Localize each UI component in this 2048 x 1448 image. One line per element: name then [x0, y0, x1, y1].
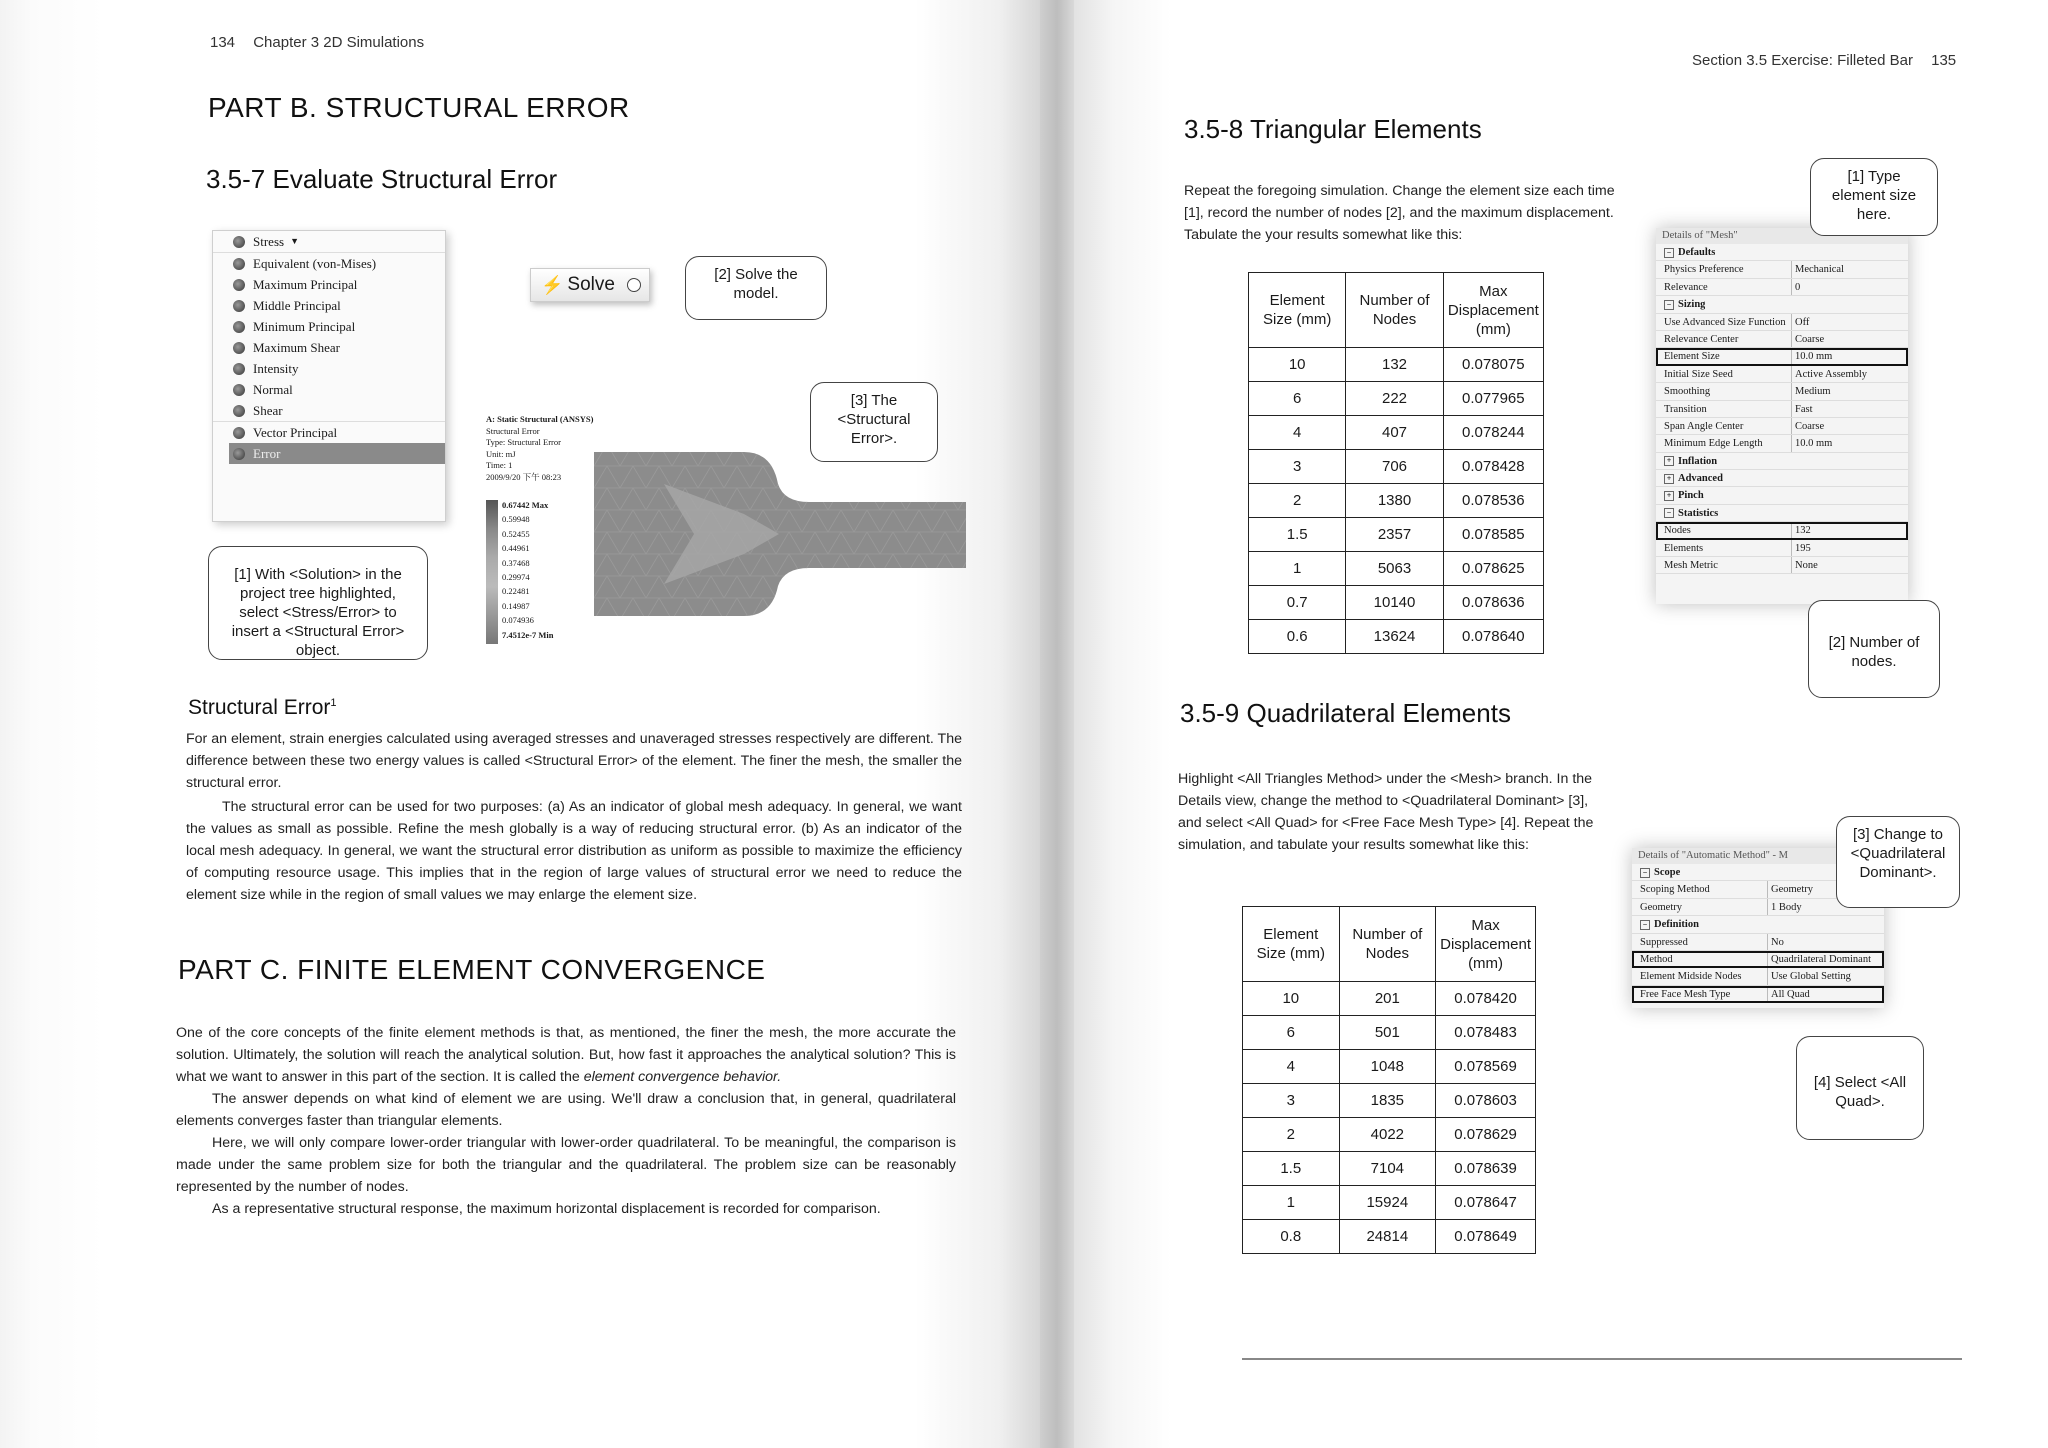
table-row	[1243, 1220, 1536, 1254]
table-row	[1249, 450, 1544, 484]
details-row-minimum-edge-length[interactable]: Minimum Edge Length 10.0 mm	[1656, 435, 1908, 452]
table-cell: 0.078629	[1436, 1118, 1536, 1152]
book-gutter	[1040, 0, 1074, 1448]
table-cell: 4	[1243, 1050, 1340, 1084]
legend-label: 7.4512e-7 Min	[502, 629, 554, 640]
table-row	[1249, 620, 1544, 654]
table-cell: 0.078569	[1436, 1050, 1536, 1084]
details-row-suppressed[interactable]: Suppressed No	[1632, 934, 1884, 951]
chapter-title: Chapter 3 2D Simulations	[253, 34, 425, 51]
details-row-relevance[interactable]: Relevance 0	[1656, 279, 1908, 296]
details-row-inflation[interactable]: + Inflation	[1656, 453, 1908, 470]
table-header: Max Displacement (mm)	[1436, 907, 1536, 982]
section-357-title: 3.5-7 Evaluate Structural Error	[206, 164, 558, 194]
running-header-left	[210, 34, 424, 51]
expand-toggle-icon[interactable]: −	[1664, 248, 1674, 258]
table-cell: 0.078636	[1443, 586, 1543, 620]
result-icon	[233, 448, 245, 460]
footnote-marker: 1	[330, 697, 337, 709]
table-cell: 0.078585	[1443, 518, 1543, 552]
triangular-text: Repeat the foregoing simulation. Change the element size each time [1], record the number of nodes [2], and the maximum displacement. Tabulate the your results somewhat like this:	[1184, 183, 1615, 243]
mesh-details-title: Details of "Mesh"	[1656, 228, 1908, 244]
details-row-smoothing[interactable]: Smoothing Medium	[1656, 383, 1908, 400]
expand-toggle-icon[interactable]: +	[1664, 474, 1674, 484]
table-row	[1243, 1084, 1536, 1118]
table-row	[1249, 586, 1544, 620]
menu-item-shear[interactable]: Shear	[213, 400, 445, 421]
table-cell: 10140	[1346, 586, 1443, 620]
table-cell: 0.078536	[1443, 484, 1543, 518]
menu-item-equivalent-von-mises[interactable]: Equivalent (von-Mises)	[213, 253, 445, 274]
table-cell: 6	[1243, 1016, 1340, 1050]
convergence-text: One of the core concepts of the finite element methods is that, as mentioned, the finer the mesh, the more accurate the solution. Ultimately, the solution will reach the analytical solution. But, how fast it approaches the analytical solution? This is what we want to answer in this part of the section. It is called the element convergence behavior. The answer depends on what kind of element we are using. We'll draw a conclusion that, in general, quadrilateral elements converges faster than triangular elements. Here, we will only compare lower-order triangular with lower-order quadrilateral. To be meaningful, the comparison is made under the same problem size for both the triangular and the quadrilateral. The problem size can be reasonably represented by the number of nodes. As a representative structural response, the maximum horizontal displacement is recorded for comparison.	[176, 1025, 956, 1217]
table-cell: 0.078649	[1436, 1220, 1536, 1254]
legend-colorbar	[486, 500, 498, 644]
method-details-title: Details of "Automatic Method" - M	[1632, 848, 1884, 864]
callout-element-size: [1] Type element size here.	[1810, 158, 1938, 236]
result-info-line: 2009/9/20 下午 08:23	[486, 471, 562, 482]
table-row	[1243, 1050, 1536, 1084]
table-cell: 5063	[1346, 552, 1443, 586]
table-cell: 0.8	[1243, 1220, 1340, 1254]
table-cell: 1	[1243, 1186, 1340, 1220]
legend-label: 0.22481	[502, 586, 530, 597]
result-icon	[233, 405, 245, 417]
details-row-sizing[interactable]: − Sizing	[1656, 296, 1908, 313]
menu-items	[213, 253, 445, 464]
table-cell: 0.078483	[1436, 1016, 1536, 1050]
legend-label: 0.14987	[502, 600, 530, 611]
stress-icon	[233, 236, 245, 248]
details-row-statistics[interactable]: − Statistics	[1656, 505, 1908, 522]
details-row-use-advanced-size-function[interactable]: Use Advanced Size Function Off	[1656, 314, 1908, 331]
result-info-line: Time: 1	[486, 460, 513, 470]
table-cell: 0.078428	[1443, 450, 1543, 484]
table-cell: 1380	[1346, 484, 1443, 518]
result-icon	[233, 342, 245, 354]
table-cell: 1.5	[1243, 1152, 1340, 1186]
callout-insert-error: [1] With <Solution> in the project tree highlighted, select <Stress/Error> to insert a <Structural Error> object.	[208, 546, 428, 660]
details-row-geometry[interactable]: Geometry 1 Body	[1632, 899, 1884, 916]
table-cell: 3	[1243, 1084, 1340, 1118]
table-cell: 10	[1243, 982, 1340, 1016]
details-row-span-angle-center[interactable]: Span Angle Center Coarse	[1656, 418, 1908, 435]
table-cell: 222	[1346, 382, 1443, 416]
running-header-right	[1692, 52, 1956, 69]
table-cell: 132	[1346, 348, 1443, 382]
page-number: 135	[1931, 52, 1957, 69]
table-cell: 4022	[1339, 1118, 1436, 1152]
table-cell: 7104	[1339, 1152, 1436, 1186]
part-b-title: PART B. STRUCTURAL ERROR	[208, 92, 630, 123]
table-row	[1249, 518, 1544, 552]
section-358-title: 3.5-8 Triangular Elements	[1184, 114, 1482, 144]
table-cell: 501	[1339, 1016, 1436, 1050]
table-cell: 0.078075	[1443, 348, 1543, 382]
table-row	[1249, 382, 1544, 416]
table-header: Max Displacement (mm)	[1443, 273, 1543, 348]
expand-toggle-icon[interactable]: −	[1664, 508, 1674, 518]
mesh-details-panel	[1656, 228, 1908, 604]
details-row-scope[interactable]: − Scope	[1632, 864, 1884, 881]
callout-structural-error: [3] The <Structural Error>.	[810, 382, 938, 462]
table-row	[1243, 1016, 1536, 1050]
legend-label: 0.074936	[502, 615, 534, 626]
expand-toggle-icon[interactable]: +	[1664, 456, 1674, 466]
result-icon	[233, 279, 245, 291]
table-cell: 0.077965	[1443, 382, 1543, 416]
table-cell: 15924	[1339, 1186, 1436, 1220]
table-cell: 1	[1249, 552, 1346, 586]
details-row-pinch[interactable]: + Pinch	[1656, 487, 1908, 504]
solve-icon: ⚡	[541, 274, 564, 295]
expand-toggle-icon[interactable]: −	[1664, 300, 1674, 310]
table-cell: 1835	[1339, 1084, 1436, 1118]
table-cell: 6	[1249, 382, 1346, 416]
table-cell: 1048	[1339, 1050, 1436, 1084]
table-cell: 0.078625	[1443, 552, 1543, 586]
details-row-defaults[interactable]: − Defaults	[1656, 244, 1908, 261]
result-icon	[233, 321, 245, 333]
table-cell: 1.5	[1249, 518, 1346, 552]
details-row-definition[interactable]: − Definition	[1632, 916, 1884, 933]
structural-error-text: For an element, strain energies calculated using averaged stresses and unaveraged stresses respectively are different. The difference between these two energy values is called <Structural Error> of the element. The finer the mesh, the smaller the structural error. The structural error can be used for two purposes: (a) As an indicator of global mesh adequacy. In general, we want the values as small as possible. Refine the mesh globally is a way of reducing structural error. (b) As an indicator of the local mesh adequacy. In general, we want the structural error distribution as uniform as possible to maximize the efficiency of computing resource usage. This implies that in the region of large values of structural error we need to reduce the element size while in the region of small values we may enlarge the element size.	[186, 731, 962, 903]
table-cell: 0.078420	[1436, 982, 1536, 1016]
callout-quadrilateral-dominant: [3] Change to <Quadrilateral Dominant>.	[1836, 816, 1960, 908]
details-row-advanced[interactable]: + Advanced	[1656, 470, 1908, 487]
table-cell: 0.078639	[1436, 1152, 1536, 1186]
right-page	[1074, 0, 2048, 1448]
details-row-transition[interactable]: Transition Fast	[1656, 401, 1908, 418]
expand-toggle-icon[interactable]: +	[1664, 491, 1674, 501]
menu-item-middle-principal[interactable]: Middle Principal	[213, 295, 445, 316]
legend-label: 0.44961	[502, 543, 530, 554]
details-row-element-midside-nodes[interactable]: Element Midside Nodes Use Global Setting	[1632, 968, 1884, 985]
result-icon	[233, 427, 245, 439]
pointer-marker-icon	[627, 278, 641, 292]
stress-menu	[212, 230, 446, 522]
structural-error-heading: Structural Error$^1$	[188, 696, 337, 719]
table-cell: 2357	[1346, 518, 1443, 552]
legend-label: 0.67442 Max	[502, 500, 549, 510]
table-cell: 0.078647	[1436, 1186, 1536, 1220]
result-icon	[233, 258, 245, 270]
table-cell: 24814	[1339, 1220, 1436, 1254]
table-row	[1243, 1152, 1536, 1186]
result-icon	[233, 363, 245, 375]
result-icon	[233, 384, 245, 396]
table-cell: 4	[1249, 416, 1346, 450]
menu-item-vector-principal[interactable]: Vector Principal	[213, 421, 445, 443]
menu-item-intensity[interactable]: Intensity	[213, 358, 445, 379]
expand-toggle-icon[interactable]: −	[1640, 920, 1650, 930]
legend-label: 0.29974	[502, 571, 530, 582]
table-cell: 10	[1249, 348, 1346, 382]
details-row-relevance-center[interactable]: Relevance Center Coarse	[1656, 331, 1908, 348]
triangular-table	[1248, 272, 1544, 654]
table-cell: 706	[1346, 450, 1443, 484]
menu-item-maximum-shear[interactable]: Maximum Shear	[213, 337, 445, 358]
callout-solve: [2] Solve the model.	[685, 256, 827, 320]
solve-button[interactable]: ⚡ Solve	[530, 268, 650, 302]
quadrilateral-table	[1242, 906, 1536, 1254]
table-cell: 2	[1243, 1118, 1340, 1152]
table-row	[1249, 416, 1544, 450]
details-row-physics-preference[interactable]: Physics Preference Mechanical	[1656, 261, 1908, 278]
table-header: Number of Nodes	[1346, 273, 1443, 348]
table-header: Number of Nodes	[1339, 907, 1436, 982]
details-row-element-size[interactable]: Element Size 10.0 mm	[1656, 348, 1908, 365]
table-cell: 201	[1339, 982, 1436, 1016]
callout-all-quad: [4] Select <All Quad>.	[1796, 1036, 1924, 1140]
menu-item-maximum-principal[interactable]: Maximum Principal	[213, 274, 445, 295]
table-cell: 0.078603	[1436, 1084, 1536, 1118]
dropdown-arrow-icon: ▼	[290, 236, 299, 246]
result-info-line: Type: Structural Error	[486, 437, 561, 447]
expand-toggle-icon[interactable]: −	[1640, 868, 1650, 878]
table-cell: 0.7	[1249, 586, 1346, 620]
result-info-line: Structural Error	[486, 425, 540, 436]
legend-label: 0.37468	[502, 557, 530, 568]
details-row-free-face-mesh-type[interactable]: Free Face Mesh Type All Quad	[1632, 986, 1884, 1003]
table-cell: 0.6	[1249, 620, 1346, 654]
legend-label: 0.59948	[502, 514, 530, 525]
page-number: 134	[210, 34, 236, 51]
table-cell: 13624	[1346, 620, 1443, 654]
table-row	[1249, 552, 1544, 586]
details-row-initial-size-seed[interactable]: Initial Size Seed Active Assembly	[1656, 366, 1908, 383]
table-cell: 3	[1249, 450, 1346, 484]
section-title: Section 3.5 Exercise: Filleted Bar	[1692, 52, 1913, 69]
table-cell: 0.078244	[1443, 416, 1543, 450]
callout-number-of-nodes: [2] Number of nodes.	[1808, 600, 1940, 698]
menu-item-minimum-principal[interactable]: Minimum Principal	[213, 316, 445, 337]
table-cell: 2	[1249, 484, 1346, 518]
details-row-method[interactable]: Method Quadrilateral Dominant	[1632, 951, 1884, 968]
table-cell: 407	[1346, 416, 1443, 450]
menu-item-error[interactable]: Error	[229, 443, 445, 464]
table-row	[1249, 484, 1544, 518]
table-cell: 0.078640	[1443, 620, 1543, 654]
result-icon	[233, 300, 245, 312]
part-c-title: PART C. FINITE ELEMENT CONVERGENCE	[178, 954, 766, 985]
table-header: Element Size (mm)	[1243, 907, 1340, 982]
stress-menu-header[interactable]: Stress ▼	[213, 231, 445, 253]
table-row	[1243, 982, 1536, 1016]
result-info: A: Static Structural (ANSYS) Structural Error Type: Structural Error Unit: mJ Time: 1 2009/9/20 下午 08:23	[486, 414, 594, 482]
bottom-rule	[1242, 1358, 1962, 1360]
result-info-line: Unit: mJ	[486, 448, 516, 459]
legend-label: 0.52455	[502, 528, 530, 539]
structural-error-plot	[594, 444, 966, 620]
table-header: Element Size (mm)	[1249, 273, 1346, 348]
details-row-elements[interactable]: Elements 195	[1656, 540, 1908, 557]
details-row-nodes[interactable]: Nodes 132	[1656, 522, 1908, 539]
table-row	[1249, 348, 1544, 382]
table-row	[1243, 1186, 1536, 1220]
quadrilateral-text: Highlight <All Triangles Method> under the <Mesh> branch. In the Details view, change the method to <Quadrilateral Dominant> [3], and select <All Quad> for <Free Face Mesh Type> [4]. Repeat the simulation, and tabulate your results somewhat like this:	[1178, 771, 1594, 853]
section-359-title: 3.5-9 Quadrilateral Elements	[1180, 698, 1511, 728]
details-row-scoping-method[interactable]: Scoping Method Geometry	[1632, 881, 1884, 898]
table-row	[1243, 1118, 1536, 1152]
menu-item-normal[interactable]: Normal	[213, 379, 445, 400]
details-row-mesh-metric[interactable]: Mesh Metric None	[1656, 557, 1908, 574]
